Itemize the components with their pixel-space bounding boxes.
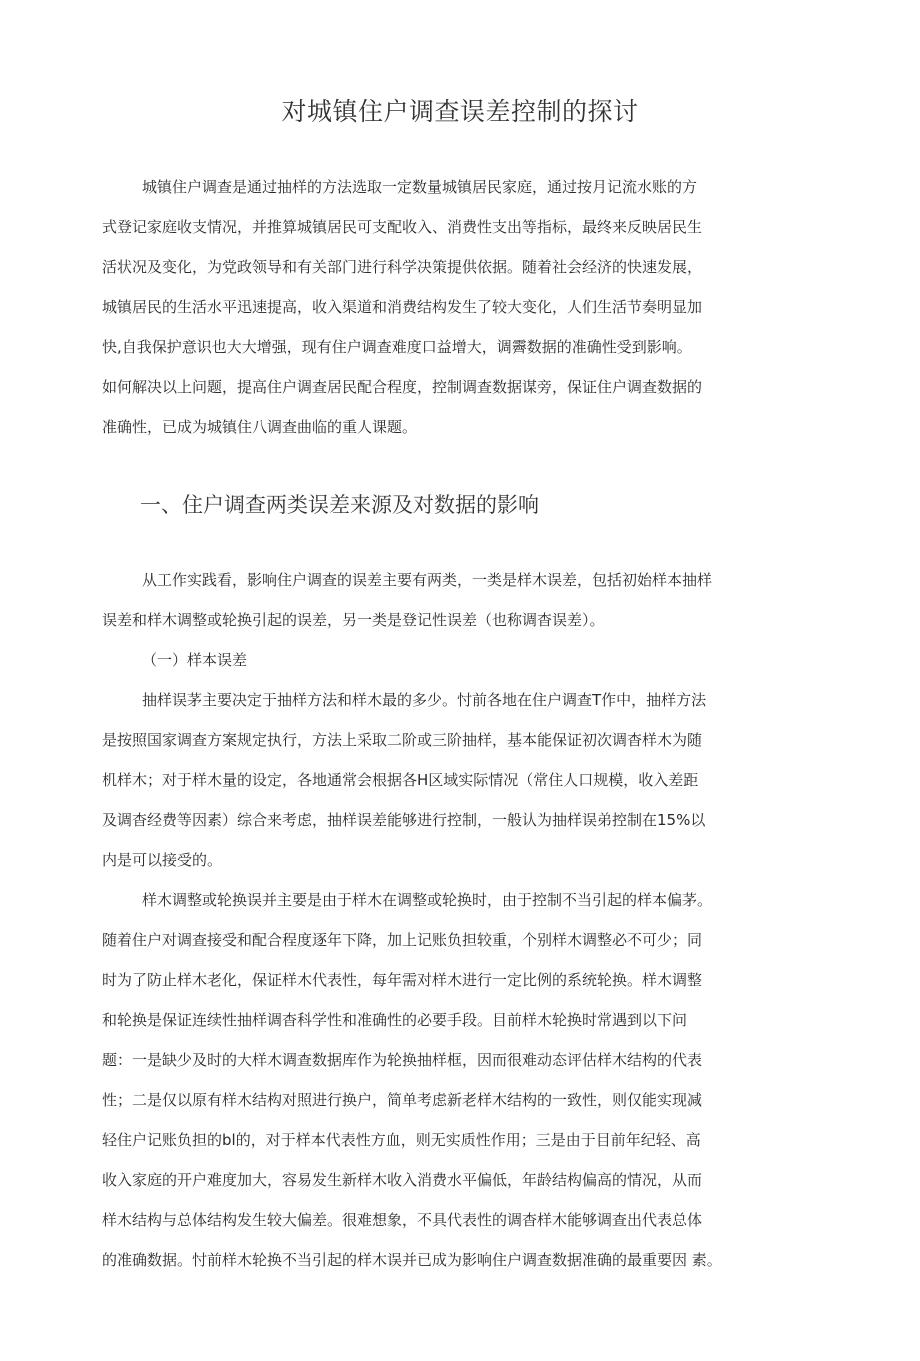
intro-line: 准确性，已成为城镇住八调查曲临的重人课题。 bbox=[102, 418, 418, 436]
body-line: 及调杳经费等因素）综合来考虑，抽样误差能够进行控制，一般认为抽样误弟控制在15%以 bbox=[102, 811, 706, 829]
document-title: 对城镇住户调查误差控制的探讨 bbox=[281, 97, 639, 126]
intro-line: 城镇住户调查是通过抽样的方法选取一定数量城镇居民家庭，通过按月记流水账的方 bbox=[142, 178, 698, 196]
body-line: 误差和样木调整或轮换引起的误差，另一类是登记性误差（也称调杳误差）。 bbox=[102, 611, 605, 629]
intro-line: 如何解决以上问题，提高住户调查居民配合程度，控制调查数据谋旁，保证住户调查数据的 bbox=[102, 378, 703, 396]
intro-line: 快,自我保护意识也大大增强，现有住户调查难度口益增大，调霽数据的准确性受到影响。 bbox=[102, 338, 692, 356]
body-line: 性；二是仅以原有样木结构对照进行换户，简单考虑新老样木结构的一致性，则仅能实现减 bbox=[102, 1091, 703, 1109]
body-line: 收入家庭的开户难度加大，容易发生新样木收入消费水平偏低，年龄结构偏高的情况，从而 bbox=[102, 1171, 703, 1189]
body-line: 是按照国家调查方案规定执行，方法上采取二阶或三阶抽样，基本能保证初次调杳样木为随 bbox=[102, 731, 703, 749]
body-line: 机样木；对于样木量的设定，各地通常会根据各H区域实际情况（常住人口规模，收入差距 bbox=[102, 771, 699, 789]
intro-line: 城镇居民的生活水平迅速提高，收入渠道和消费结构发生了较大变化，人们生活节奏明显加 bbox=[102, 298, 703, 316]
body-line: 随着住户对调查接受和配合程度逐年下降，加上记账负担较重，个别样木调整必不可少；同 bbox=[102, 931, 703, 949]
intro-line: 活状况及变化，为党政领导和有关部门进行科学决策提供依据。随着社会经济的快速发展， bbox=[102, 258, 703, 276]
body-line: 从工作实践看，影响住户调查的误差主要有两类，一类是样木误差，包括初始样本抽样 bbox=[142, 571, 713, 589]
body-line: 时为了防止样木老化，保证样木代表性，每年需对样木进行一定比例的系统轮换。样木调整 bbox=[102, 971, 703, 989]
subsection-heading: （一）样本误差 bbox=[142, 651, 248, 669]
section-heading: 一、住户调查两类误差来源及对数据的影响 bbox=[140, 493, 539, 517]
body-line: 样木调整或轮换误并主要是由于样木在调整或轮换时，由于控制不当引起的样本偏茅。 bbox=[142, 891, 713, 909]
intro-line: 式登记家庭收支情况，并推算城镇居民可支配收入、消费性支出等指标，最终来反映居民生 bbox=[102, 218, 703, 236]
body-line: 轻住户记账负担的bl的，对于样本代表性方血，则无实质性作用；三是由于目前年纪轻、高 bbox=[102, 1131, 701, 1149]
body-line: 内是可以接受的。 bbox=[102, 851, 223, 869]
body-line: 抽样误茅主要决定于抽样方法和样木最的多少。忖前各地在住户调查T作中，抽样方法 bbox=[142, 691, 707, 709]
body-line: 样木结构与总体结构发生较大偏差。很难想象，不具代表性的调杳样木能够调查出代表总体 bbox=[102, 1211, 703, 1229]
body-line: 题：一是缺少及时的大样木调查数据库作为轮换抽样框，因而很难动态评估样木结构的代表 bbox=[102, 1051, 703, 1069]
body-line: 的准确数据。忖前样木轮换不当引起的样木误并已成为影响住户调查数据准确的最重要因 素。 bbox=[102, 1251, 722, 1269]
body-line: 和轮换是保证连续性抽样调杳科学性和准确性的必要手段。目前样木轮换时常遇到以下问 bbox=[102, 1011, 688, 1029]
